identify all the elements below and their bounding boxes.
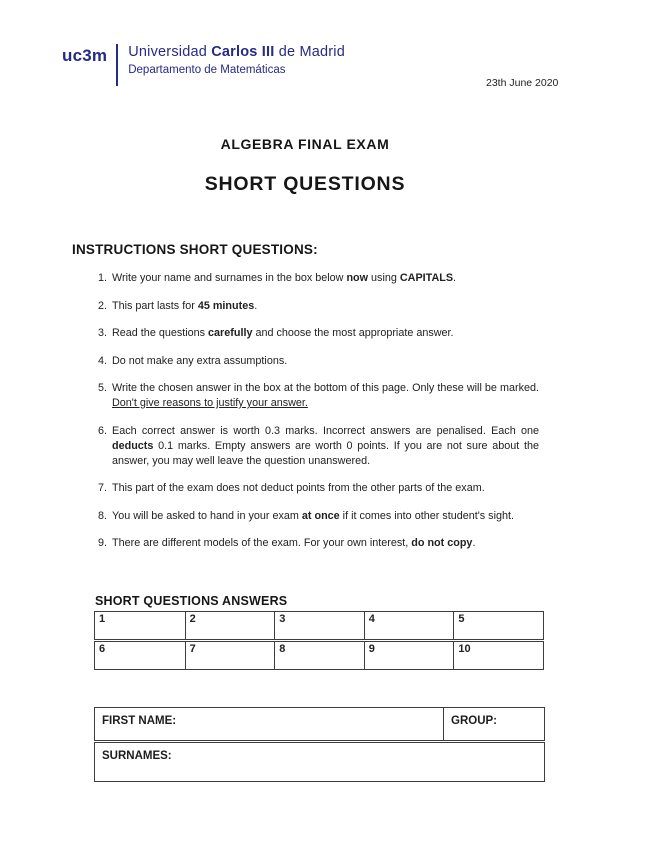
instruction-number: 5. [97,382,107,394]
university-name [128,44,345,60]
university-name-bold: Carlos III [211,44,275,60]
instruction-text: Write your name and surnames in the box below now using CAPITALS. [112,272,457,284]
instruction-text: This part of the exam does not deduct points from the other parts of the exam. [112,482,485,494]
surnames-field: SURNAMES: [102,750,172,762]
instructions-heading: INSTRUCTIONS SHORT QUESTIONS: [72,242,318,257]
instruction-text: Each correct answer is worth 0.3 marks. Incorrect answers are penalised. Each one deducts 0.1 marks. Empty answers are worth 0 points. If you are not sure about the answer, you may well leave the question unanswered. [112,424,539,467]
answers-row [94,641,544,670]
instruction-item [93,271,539,286]
instruction-item [93,326,539,341]
university-name-post: de Madrid [274,44,345,60]
instruction-item [93,299,539,314]
instruction-number: 1. [97,272,107,284]
instruction-item [93,381,539,411]
first-name-field: FIRST NAME: [102,715,177,727]
department-name: Departamento de Matemáticas [128,64,286,76]
instruction-number: 8. [97,509,107,522]
university-name-pre: Universidad [128,44,212,60]
answers-table [94,611,544,670]
logo-divider [116,44,118,86]
exam-part-title: SHORT QUESTIONS [204,173,406,195]
answer-cell: 1 [99,613,106,625]
answer-cell: 4 [364,612,454,639]
answer-cell: 5 [453,612,543,639]
instruction-number: 7. [97,482,107,494]
exam-title: ALGEBRA FINAL EXAM [220,136,390,152]
instruction-item [93,509,539,524]
identity-row-1 [94,707,545,741]
answer-cell: 7 [185,642,275,669]
answer-cell: 2 [185,612,275,639]
instruction-item [93,424,539,469]
answer-cell: 9 [364,642,454,669]
answer-cell: 10 [453,642,543,669]
instruction-number: 4. [97,354,107,367]
instruction-item [93,536,539,551]
exam-date: 23th June 2020 [486,77,559,89]
uc3m-logo: uc3m [62,46,108,65]
instruction-text: Do not make any extra assumptions. [112,354,288,367]
instructions-list [93,271,539,564]
answers-row [94,611,544,640]
instruction-number: 3. [97,327,107,339]
group-field: GROUP: [443,708,544,740]
answer-cell: 3 [274,612,364,639]
instruction-text: You will be asked to hand in your exam at once if it comes into other student's sight. [112,509,514,522]
instruction-text: Read the questions carefully and choose the most appropriate answer. [112,327,454,339]
identity-box [94,707,545,782]
instruction-number: 2. [97,299,107,312]
instruction-text: There are different models of the exam. For your own interest, do not copy. [112,537,476,549]
answer-cell: 6 [99,643,106,655]
instruction-text: Write the chosen answer in the box at the bottom of this page. Only these will be marked. Don't give reasons to justify your answer. [112,382,539,409]
instruction-item [93,481,539,496]
instruction-number: 6. [97,424,107,437]
instruction-item [93,354,539,369]
header [62,44,345,86]
answer-cell: 8 [274,642,364,669]
logo-text-block [128,44,345,76]
instruction-number: 9. [97,537,107,549]
instruction-text: This part lasts for 45 minutes. [112,299,258,312]
identity-row-2 [94,742,545,782]
answers-heading: SHORT QUESTIONS ANSWERS [95,594,288,608]
